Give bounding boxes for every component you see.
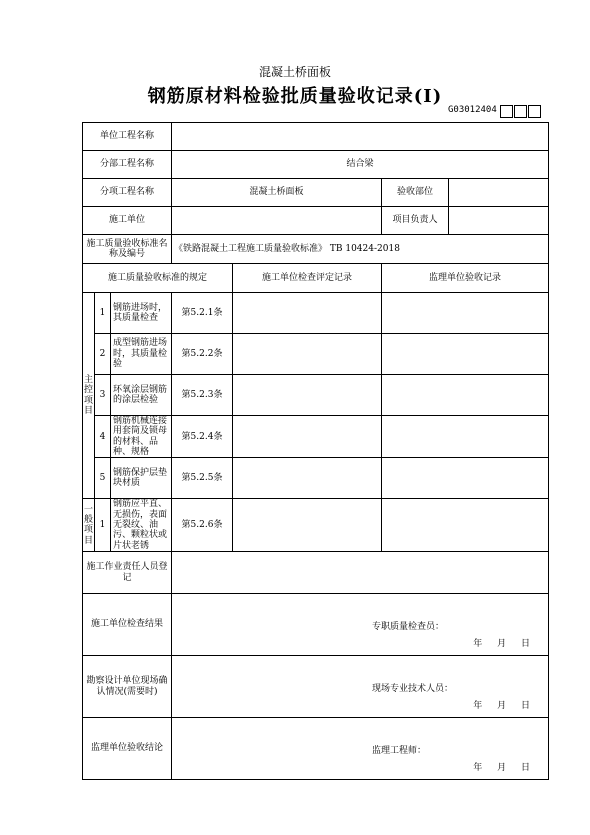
- supervisor-cell[interactable]: [172, 718, 549, 780]
- contractor-record-cell[interactable]: [233, 293, 382, 334]
- supervisor-record-cell[interactable]: [382, 293, 549, 334]
- code-box[interactable]: [500, 105, 513, 118]
- document-subtitle: 混凝土桥面板: [258, 65, 331, 79]
- item-number: 5: [95, 458, 111, 499]
- item-number: 1: [95, 499, 111, 552]
- item-number: 2: [95, 334, 111, 375]
- item-text: 钢筋进场时，其质量检查: [111, 293, 172, 334]
- table-row: [83, 458, 549, 499]
- table-row: [83, 416, 549, 458]
- code-box[interactable]: [528, 105, 541, 118]
- supervisor-record-cell[interactable]: [382, 375, 549, 416]
- contractor-record-cell[interactable]: [233, 499, 382, 552]
- item-number: 1: [95, 293, 111, 334]
- item-text: 钢筋机械连接用套筒及锁母的材料、品种、规格: [111, 416, 172, 458]
- date-label: 年 月 日: [473, 762, 530, 773]
- contractor-record-cell[interactable]: [233, 416, 382, 458]
- item-clause: 第5.2.4条: [172, 416, 233, 458]
- col-header-contractor: 施工单位检查评定记录: [233, 264, 382, 293]
- project-manager-label: 项目负责人: [382, 207, 449, 235]
- item-clause: 第5.2.2条: [172, 334, 233, 375]
- survey-label: 勘察设计单位现场确认情况(需要时): [83, 656, 172, 718]
- item-clause: 第5.2.1条: [172, 293, 233, 334]
- survey-signer-label: 现场专业技术人员：: [372, 684, 454, 695]
- inspection-form-table: [82, 122, 549, 780]
- table-row: [83, 375, 549, 416]
- form-code: G03012404: [448, 105, 497, 115]
- table-row: [83, 499, 549, 552]
- standard-value: 《铁路混凝土工程施工质量验收标准》 TB 10424-2018: [172, 235, 549, 264]
- general-label: 一 般 项 目: [83, 499, 95, 552]
- standard-label: 施工质量验收标准名称及编号: [83, 235, 172, 264]
- item-text: 钢筋应平直、无损伤，表面无裂纹、油污、颗粒状或片状老锈: [111, 499, 172, 552]
- inspection-part-value[interactable]: [449, 179, 549, 207]
- col-header-supervisor: 监理单位验收记录: [382, 264, 549, 293]
- supervisor-signer-label: 监理工程师：: [372, 746, 427, 757]
- project-manager-value[interactable]: [449, 207, 549, 235]
- table-row: [83, 334, 549, 375]
- item-number: 3: [95, 375, 111, 416]
- supervisor-label: 监理单位验收结论: [83, 718, 172, 780]
- survey-cell[interactable]: [172, 656, 549, 718]
- registration-label: 施工作业责任人员登记: [83, 552, 172, 594]
- item-number: 4: [95, 416, 111, 458]
- item-clause: 第5.2.6条: [172, 499, 233, 552]
- contractor-record-cell[interactable]: [233, 458, 382, 499]
- supervisor-record-cell[interactable]: [382, 499, 549, 552]
- construction-unit-value[interactable]: [172, 207, 382, 235]
- item-text: 钢筋保护层垫块材质: [111, 458, 172, 499]
- subdivision-value[interactable]: 混凝土桥面板: [172, 179, 382, 207]
- code-boxes[interactable]: [500, 103, 542, 122]
- date-label: 年 月 日: [473, 638, 530, 649]
- contractor-result-label: 施工单位检查结果: [83, 594, 172, 656]
- col-header-spec: 施工质量验收标准的规定: [83, 264, 233, 293]
- unit-project-label: 单位工程名称: [83, 123, 172, 151]
- item-clause: 第5.2.5条: [172, 458, 233, 499]
- division-value[interactable]: 结合梁: [172, 151, 549, 179]
- code-box[interactable]: [514, 105, 527, 118]
- document-title: 钢筋原材料检验批质量验收记录(Ⅰ): [147, 86, 443, 107]
- subdivision-label: 分项工程名称: [83, 179, 172, 207]
- contractor-result-cell[interactable]: [172, 594, 549, 656]
- table-row: [83, 293, 549, 334]
- unit-project-value[interactable]: [172, 123, 549, 151]
- contractor-record-cell[interactable]: [233, 375, 382, 416]
- division-label: 分部工程名称: [83, 151, 172, 179]
- item-clause: 第5.2.3条: [172, 375, 233, 416]
- date-label: 年 月 日: [473, 700, 530, 711]
- supervisor-record-cell[interactable]: [382, 334, 549, 375]
- registration-value[interactable]: [172, 552, 549, 594]
- contractor-signer-label: 专职质量检查员：: [372, 622, 445, 633]
- construction-unit-label: 施工单位: [83, 207, 172, 235]
- supervisor-record-cell[interactable]: [382, 416, 549, 458]
- supervisor-record-cell[interactable]: [382, 458, 549, 499]
- item-text: 成型钢筋进场时，其质量检验: [111, 334, 172, 375]
- contractor-record-cell[interactable]: [233, 334, 382, 375]
- item-text: 环氧涂层钢筋的涂层检验: [111, 375, 172, 416]
- inspection-part-label: 验收部位: [382, 179, 449, 207]
- main-control-label: 主 控 项 目: [83, 293, 95, 499]
